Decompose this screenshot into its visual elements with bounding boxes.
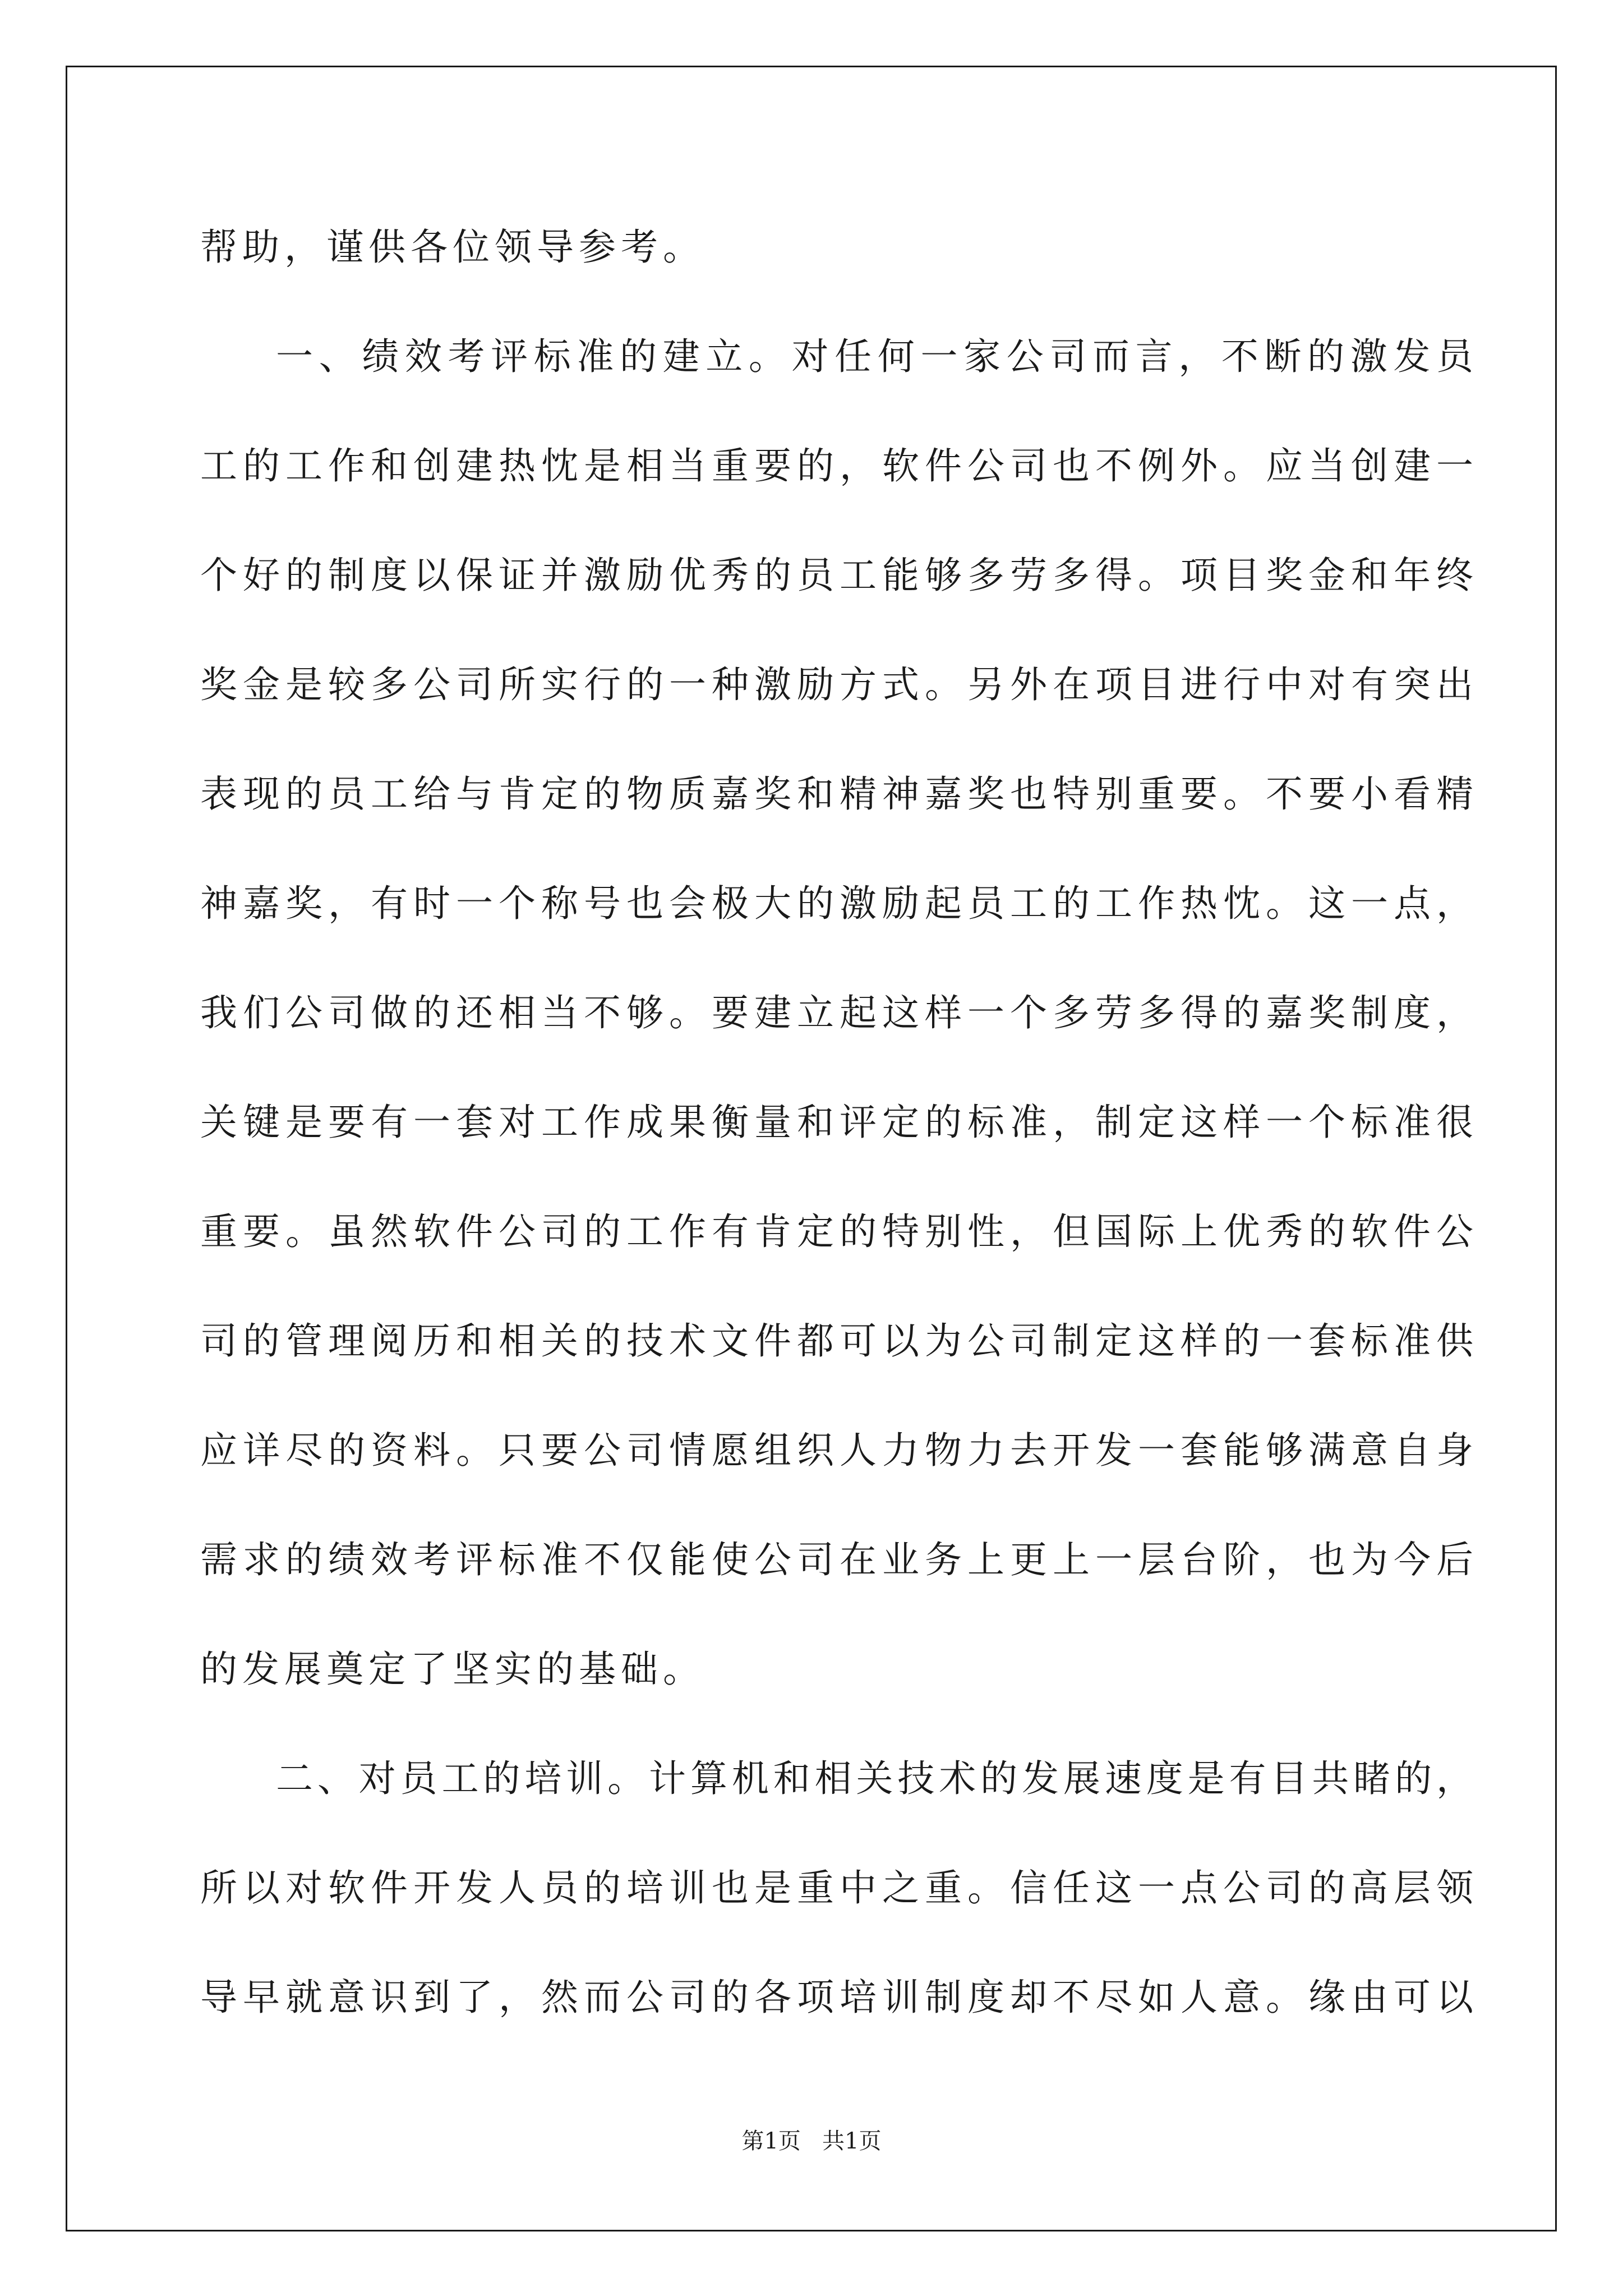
- paragraph-line: 关键是要有一套对工作成果衡量和评定的标准，制定这样一个标准很: [200, 1101, 1473, 1144]
- paragraph-line: 导早就意识到了，然而公司的各项培训制度却不尽如人意。缘由可以: [200, 1976, 1473, 2019]
- paragraph-line: 帮助，谨供各位领导参考。: [200, 226, 705, 269]
- paragraph-line: 我们公司做的还相当不够。要建立起这样一个多劳多得的嘉奖制度，: [200, 991, 1473, 1034]
- page-footer: 第1页 共1页: [741, 2128, 882, 2154]
- paragraph-line: 应详尽的资料。只要公司情愿组织人力物力去开发一套能够满意自身: [200, 1429, 1473, 1472]
- paragraph-line: 二、对员工的培训。计算机和相关技术的发展速度是有目共睹的，: [276, 1757, 1473, 1800]
- paragraph-line: 的发展奠定了坚实的基础。: [200, 1648, 705, 1691]
- paragraph-line: 一、绩效考评标准的建立。对任何一家公司而言，不断的激发员: [276, 335, 1473, 378]
- paragraph-line: 所以对软件开发人员的培训也是重中之重。信任这一点公司的高层领: [200, 1866, 1473, 1910]
- paragraph-line: 神嘉奖，有时一个称号也会极大的激励起员工的工作热忱。这一点，: [200, 882, 1473, 925]
- paragraph-line: 表现的员工给与肯定的物质嘉奖和精神嘉奖也特别重要。不要小看精: [200, 772, 1473, 816]
- paragraph-line: 个好的制度以保证并激励优秀的员工能够多劳多得。项目奖金和年终: [200, 554, 1473, 597]
- paragraph-line: 需求的绩效考评标准不仅能使公司在业务上更上一层台阶，也为今后: [200, 1538, 1473, 1581]
- paragraph-line: 重要。虽然软件公司的工作有肯定的特别性，但国际上优秀的软件公: [200, 1210, 1473, 1253]
- paragraph-line: 奖金是较多公司所实行的一种激励方式。另外在项目进行中对有突出: [200, 663, 1473, 706]
- paragraph-line: 工的工作和创建热忱是相当重要的，软件公司也不例外。应当创建一: [200, 444, 1473, 487]
- paragraph-line: 司的管理阅历和相关的技术文件都可以为公司制定这样的一套标准供: [200, 1319, 1473, 1363]
